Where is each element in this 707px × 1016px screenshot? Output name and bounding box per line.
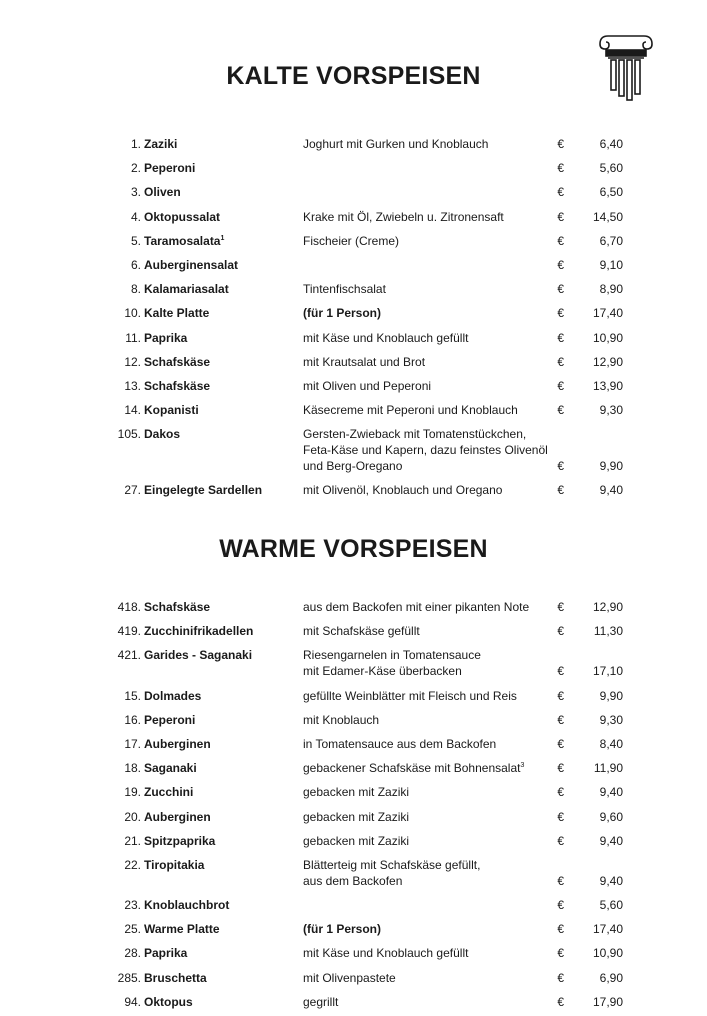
- item-description: [303, 712, 553, 728]
- section-title-kalte-vorspeisen: KALTE VORSPEISEN: [226, 62, 481, 90]
- item-description: [303, 897, 553, 913]
- item-number: 27.: [124, 483, 141, 498]
- item-description: [303, 945, 553, 961]
- item-description-text: mit Oliven und Peperoni: [303, 378, 432, 393]
- item-name-text: Schafskäse: [144, 354, 211, 369]
- currency-symbol: €: [557, 809, 564, 824]
- item-number: 10.: [124, 306, 141, 321]
- currency-symbol: €: [557, 354, 564, 369]
- item-name-text: Taramosalata: [144, 233, 221, 248]
- currency-symbol: €: [557, 257, 564, 272]
- item-name-text: Schafskäse: [144, 600, 211, 614]
- item-description-line: [303, 426, 553, 442]
- item-name: [144, 857, 204, 873]
- item-name: [144, 482, 262, 498]
- item-name: [144, 623, 253, 639]
- item-description: [303, 994, 553, 1010]
- menu-list-warme-vorspeisen: [0, 597, 707, 1016]
- item-name-text: Auberginen: [144, 736, 211, 751]
- item-description: [303, 233, 553, 249]
- item-name-text: Dakos: [144, 427, 181, 442]
- item-description-text: Fischeier (Creme): [303, 233, 400, 248]
- menu-item-row: [0, 376, 707, 396]
- item-description-line: [303, 688, 553, 704]
- item-name-text: Peperoni: [144, 161, 196, 176]
- item-number: 8.: [130, 282, 141, 297]
- item-price: 6,40: [599, 137, 623, 151]
- menu-item-row: [0, 597, 707, 617]
- currency-symbol: €: [557, 688, 564, 703]
- menu-item-row: [0, 645, 707, 681]
- menu-item-row: [0, 919, 707, 939]
- item-price: 13,90: [592, 378, 623, 393]
- item-number: 25.: [124, 922, 141, 937]
- item-name-text: Kalamariasalat: [144, 282, 229, 297]
- item-name: [144, 233, 224, 249]
- item-name-text: Auberginensalat: [144, 257, 239, 272]
- item-name: [144, 712, 195, 728]
- item-name: [144, 378, 210, 394]
- item-description-text: in Tomatensauce aus dem Backofen: [303, 736, 497, 751]
- item-description-text: aus dem Backofen mit einer pikanten Note: [303, 600, 530, 614]
- menu-item-row: [0, 424, 707, 476]
- item-description-line: [303, 833, 553, 849]
- item-name: [144, 209, 220, 225]
- item-description: [303, 784, 553, 800]
- item-description-line: [303, 281, 553, 297]
- menu-item-row: [0, 807, 707, 827]
- item-price: 14,50: [592, 209, 623, 224]
- menu-item-row: [0, 734, 707, 754]
- item-description: [303, 647, 553, 679]
- item-price: 11,30: [593, 624, 623, 639]
- currency-symbol: €: [557, 970, 564, 985]
- item-number: 418.: [117, 600, 141, 614]
- item-name-footnote: 1: [220, 234, 225, 242]
- item-price: 6,90: [599, 970, 623, 985]
- item-description: [303, 257, 553, 273]
- item-description-line: [303, 330, 553, 346]
- item-price: 9,60: [599, 809, 623, 824]
- menu-item-row: [0, 968, 707, 988]
- item-number: 12.: [124, 354, 141, 369]
- item-price: 6,70: [599, 233, 623, 248]
- item-number: 3.: [130, 185, 141, 200]
- item-name: [144, 784, 193, 800]
- item-description: [303, 760, 553, 776]
- item-name: [144, 402, 199, 418]
- item-description: [303, 482, 553, 498]
- item-price: 8,90: [599, 282, 623, 297]
- item-description-text: Joghurt mit Gurken und Knoblauch: [303, 137, 489, 151]
- item-description-text: gebacken mit Zaziki: [303, 809, 410, 824]
- item-number: 2.: [130, 161, 141, 176]
- item-name: [144, 305, 209, 321]
- item-number: 6.: [130, 257, 141, 272]
- currency-symbol: €: [557, 664, 564, 679]
- item-name-text: Zucchini: [144, 785, 194, 800]
- item-number: 15.: [124, 688, 141, 703]
- item-description: [303, 209, 553, 225]
- item-name: [144, 736, 211, 752]
- item-description-text: mit Olivenöl, Knoblauch und Oregano: [303, 483, 503, 498]
- item-description: [303, 921, 553, 937]
- currency-symbol: €: [557, 712, 564, 727]
- item-price: 9,30: [599, 403, 623, 418]
- item-description-text: mit Käse und Knoblauch gefüllt: [303, 946, 469, 961]
- currency-symbol: €: [557, 785, 564, 800]
- currency-symbol: €: [557, 137, 564, 151]
- item-number: 19.: [124, 785, 141, 800]
- item-name: [144, 426, 180, 442]
- item-description-text: mit Käse und Knoblauch gefüllt: [303, 330, 469, 345]
- item-description-line: [303, 857, 553, 873]
- currency-symbol: €: [557, 898, 564, 913]
- item-price: 5,60: [599, 161, 623, 176]
- item-description: [303, 623, 553, 639]
- item-price: 9,90: [599, 459, 623, 474]
- currency-symbol: €: [557, 736, 564, 751]
- item-description: [303, 402, 553, 418]
- item-description-line: [303, 760, 553, 776]
- item-description: [303, 688, 553, 704]
- item-name-text: Dolmades: [144, 688, 202, 703]
- item-name-text: Schafskäse: [144, 378, 211, 393]
- item-name: [144, 257, 238, 273]
- item-number: 22.: [124, 857, 141, 872]
- item-name-text: Zucchinifrikadellen: [144, 624, 254, 639]
- item-name-text: Peperoni: [144, 712, 196, 727]
- item-description-text: mit Krautsalat und Brot: [303, 354, 426, 369]
- currency-symbol: €: [557, 306, 564, 321]
- item-name: [144, 897, 229, 913]
- item-number: 17.: [124, 736, 141, 751]
- item-description-text: gefüllte Weinblätter mit Fleisch und Reis: [303, 688, 517, 703]
- menu-item-row: [0, 710, 707, 730]
- item-price: 10,90: [592, 330, 623, 345]
- item-price: 5,60: [599, 898, 623, 913]
- menu-item-row: [0, 992, 707, 1012]
- item-description: [303, 160, 553, 176]
- item-description-line: [303, 712, 553, 728]
- item-description-text: gebackener Schafskäse mit Bohnensalat: [303, 761, 521, 776]
- item-name-text: Kopanisti: [144, 403, 199, 418]
- menu-item-row: [0, 279, 707, 299]
- item-price: 9,40: [599, 483, 623, 498]
- item-description-text: mit Knoblauch: [303, 712, 380, 727]
- menu-item-row: [0, 480, 707, 500]
- item-price: 9,10: [599, 257, 623, 272]
- item-name: [144, 281, 229, 297]
- item-name: [144, 599, 210, 615]
- currency-symbol: €: [557, 483, 564, 498]
- item-price: 9,40: [599, 785, 623, 800]
- item-number: 21.: [124, 833, 141, 848]
- item-description: [303, 281, 553, 297]
- item-number: 18.: [124, 761, 141, 776]
- menu-item-row: [0, 255, 707, 275]
- currency-symbol: €: [557, 282, 564, 297]
- currency-symbol: €: [557, 994, 564, 1009]
- item-name-text: Oktopus: [144, 994, 193, 1009]
- item-price: 17,40: [592, 922, 623, 937]
- item-number: 285.: [117, 970, 141, 985]
- menu-item-row: [0, 303, 707, 323]
- item-description-line: [303, 873, 553, 889]
- item-number: 421.: [117, 648, 141, 663]
- currency-symbol: €: [557, 946, 564, 961]
- item-number: 28.: [124, 946, 141, 961]
- item-number: 13.: [124, 378, 141, 393]
- item-name-text: Oliven: [144, 185, 181, 200]
- item-description: [303, 354, 553, 370]
- item-description-text: Blätterteig mit Schafskäse gefüllt,: [303, 857, 481, 872]
- item-description-text: mit Olivenpastete: [303, 970, 396, 985]
- item-name-text: Garides - Saganaki: [144, 648, 253, 663]
- item-price: 17,90: [592, 994, 623, 1009]
- item-description-line: [303, 599, 553, 615]
- item-name: [144, 945, 187, 961]
- item-number: 1.: [130, 137, 141, 151]
- item-name-text: Eingelegte Sardellen: [144, 483, 263, 498]
- item-name-text: Knoblauchbrot: [144, 898, 230, 913]
- menu-item-row: [0, 621, 707, 641]
- item-description-line: [303, 809, 553, 825]
- item-number: 11.: [125, 330, 141, 345]
- item-number: 14.: [124, 403, 141, 418]
- item-name: [144, 647, 252, 663]
- item-description-text: mit Edamer-Käse überbacken: [303, 664, 462, 679]
- item-description: [303, 330, 553, 346]
- item-name: [144, 809, 211, 825]
- menu-item-row: [0, 231, 707, 251]
- item-name-text: Saganaki: [144, 761, 197, 776]
- currency-symbol: €: [557, 161, 564, 176]
- menu-item-row: [0, 134, 707, 154]
- menu-item-row: [0, 207, 707, 227]
- menu-item-row: [0, 782, 707, 802]
- currency-symbol: €: [557, 922, 564, 937]
- menu-item-row: [0, 686, 707, 706]
- item-description-text: Gersten-Zwieback mit Tomatenstückchen,: [303, 427, 527, 442]
- item-description: [303, 426, 553, 474]
- item-name-text: Paprika: [144, 946, 188, 961]
- item-description-text: mit Schafskäse gefüllt: [303, 624, 420, 639]
- item-description-line: [303, 945, 553, 961]
- item-description-text: aus dem Backofen: [303, 873, 403, 888]
- currency-symbol: €: [557, 833, 564, 848]
- item-description-line: [303, 623, 553, 639]
- menu-item-row: [0, 158, 707, 178]
- currency-symbol: €: [557, 378, 564, 393]
- item-description: [303, 599, 553, 615]
- item-description: [303, 736, 553, 752]
- item-description-line: [303, 921, 553, 937]
- item-description-line: [303, 136, 553, 152]
- currency-symbol: €: [557, 600, 564, 614]
- item-name: [144, 330, 187, 346]
- item-name-text: Bruschetta: [144, 970, 207, 985]
- item-description-footnote: 3: [520, 762, 525, 770]
- menu-item-row: [0, 352, 707, 372]
- item-description-line: [303, 354, 553, 370]
- item-number: 16.: [124, 712, 141, 727]
- item-description-line: [303, 442, 553, 458]
- item-description-line: [303, 305, 553, 321]
- item-name: [144, 160, 195, 176]
- item-description-text: gegrillt: [303, 994, 339, 1009]
- item-price: 17,40: [592, 306, 623, 321]
- item-description-line: [303, 647, 553, 663]
- item-description-text: (für 1 Person): [303, 922, 382, 937]
- currency-symbol: €: [557, 403, 564, 418]
- item-description: [303, 833, 553, 849]
- currency-symbol: €: [557, 624, 564, 639]
- currency-symbol: €: [557, 209, 564, 224]
- item-price: 11,90: [593, 761, 623, 776]
- menu-item-row: [0, 943, 707, 963]
- item-name: [144, 833, 215, 849]
- currency-symbol: €: [557, 233, 564, 248]
- item-number: 105.: [117, 427, 141, 442]
- section-title-warme-vorspeisen: WARME VORSPEISEN: [219, 535, 488, 563]
- item-price: 9,40: [599, 833, 623, 848]
- menu-list-kalte-vorspeisen: [0, 134, 707, 505]
- item-name-text: Oktopussalat: [144, 209, 221, 224]
- item-name-text: Kalte Platte: [144, 306, 210, 321]
- item-name-text: Auberginen: [144, 809, 211, 824]
- item-price: 17,10: [592, 664, 623, 679]
- item-name: [144, 136, 177, 152]
- item-name: [144, 970, 207, 986]
- item-description: [303, 305, 553, 321]
- currency-symbol: €: [557, 185, 564, 200]
- item-price: 10,90: [592, 946, 623, 961]
- item-name: [144, 760, 197, 776]
- item-description-line: [303, 458, 553, 474]
- item-description-text: gebacken mit Zaziki: [303, 785, 410, 800]
- item-name: [144, 994, 193, 1010]
- item-description-line: [303, 209, 553, 225]
- item-name-text: Paprika: [144, 330, 188, 345]
- item-description-line: [303, 970, 553, 986]
- item-description-line: [303, 233, 553, 249]
- item-description-line: [303, 736, 553, 752]
- item-price: 9,30: [599, 712, 623, 727]
- menu-item-row: [0, 328, 707, 348]
- item-name-text: Warme Platte: [144, 922, 220, 937]
- item-price: 12,90: [592, 354, 623, 369]
- item-description: [303, 970, 553, 986]
- item-description: [303, 378, 553, 394]
- currency-symbol: €: [557, 459, 564, 474]
- item-description-line: [303, 482, 553, 498]
- item-description-text: gebacken mit Zaziki: [303, 833, 410, 848]
- menu-item-row: [0, 855, 707, 891]
- menu-item-row: [0, 182, 707, 202]
- item-description: [303, 184, 553, 200]
- item-name: [144, 354, 210, 370]
- item-description: [303, 809, 553, 825]
- item-description-line: [303, 378, 553, 394]
- item-name-text: Spitzpaprika: [144, 833, 216, 848]
- item-name: [144, 688, 201, 704]
- item-description-line: [303, 994, 553, 1010]
- item-number: 20.: [124, 809, 141, 824]
- currency-symbol: €: [557, 873, 564, 888]
- item-description-text: Riesengarnelen in Tomatensauce: [303, 648, 481, 663]
- item-description: [303, 136, 553, 152]
- item-description-line: [303, 663, 553, 679]
- item-price: 8,40: [599, 736, 623, 751]
- item-name: [144, 921, 220, 937]
- item-description-text: (für 1 Person): [303, 306, 382, 321]
- item-number: 4.: [130, 209, 141, 224]
- currency-symbol: €: [557, 761, 564, 776]
- item-price: 6,50: [599, 185, 623, 200]
- item-number: 23.: [124, 898, 141, 913]
- item-name: [144, 184, 181, 200]
- menu-item-row: [0, 758, 707, 778]
- item-number: 419.: [117, 624, 141, 639]
- item-number: 94.: [124, 994, 141, 1009]
- item-description-text: Tintenfischsalat: [303, 282, 386, 297]
- menu-item-row: [0, 895, 707, 915]
- item-price: 9,40: [599, 873, 623, 888]
- item-description-line: [303, 402, 553, 418]
- menu-item-row: [0, 400, 707, 420]
- item-number: 5.: [130, 233, 141, 248]
- currency-symbol: €: [557, 330, 564, 345]
- item-description-text: Käsecreme mit Peperoni und Knoblauch: [303, 403, 518, 418]
- menu-item-row: [0, 831, 707, 851]
- item-description: [303, 857, 553, 889]
- item-price: 12,90: [592, 600, 623, 614]
- item-description-text: und Berg-Oregano: [303, 459, 403, 474]
- item-name-text: Tiropitakia: [144, 857, 205, 872]
- item-price: 9,90: [599, 688, 623, 703]
- item-description-text: Feta-Käse und Kapern, dazu feinstes Olivenöl: [303, 443, 548, 458]
- item-description-text: Krake mit Öl, Zwiebeln u. Zitronensaft: [303, 209, 504, 224]
- item-description-line: [303, 784, 553, 800]
- item-name-text: Zaziki: [144, 137, 178, 151]
